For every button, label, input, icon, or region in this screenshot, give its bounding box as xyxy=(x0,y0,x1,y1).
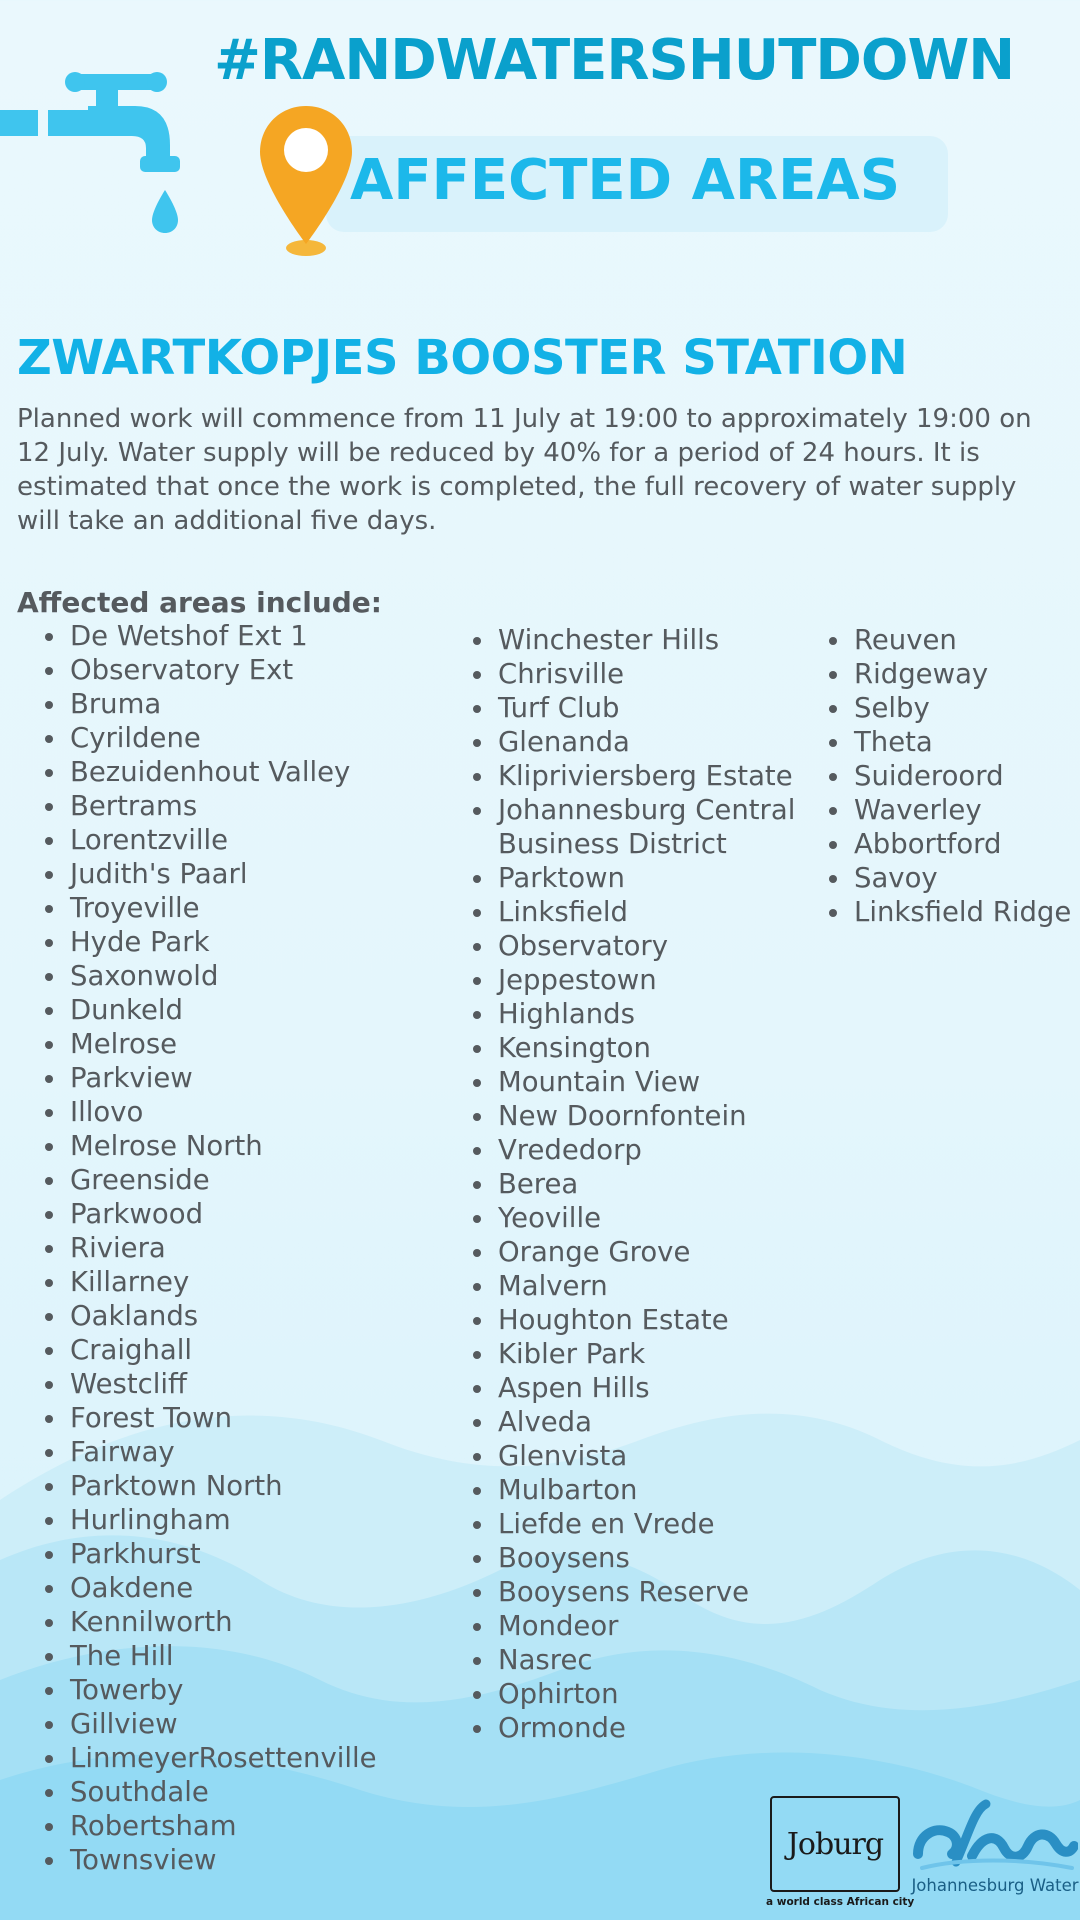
area-item: • Reuven xyxy=(852,623,1080,657)
area-item: • Forest Town xyxy=(68,1401,488,1435)
area-item: • Berea xyxy=(496,1167,826,1201)
area-item: • Robertsham xyxy=(68,1809,488,1843)
area-item: • Melrose xyxy=(68,1027,488,1061)
location-pin-icon xyxy=(258,104,354,260)
area-item: • Linksfield Ridge xyxy=(852,895,1080,929)
area-item: • Kibler Park xyxy=(496,1337,826,1371)
area-item: • Fairway xyxy=(68,1435,488,1469)
area-item: • The Hill xyxy=(68,1639,488,1673)
area-item: • Kennilworth xyxy=(68,1605,488,1639)
area-item: • Gillview xyxy=(68,1707,488,1741)
area-list-column-1 xyxy=(18,619,488,1877)
area-item: • Chrisville xyxy=(496,657,826,691)
area-item: • Alveda xyxy=(496,1405,826,1439)
area-item: • Oaklands xyxy=(68,1299,488,1333)
station-title: ZWARTKOPJES BOOSTER STATION xyxy=(17,330,908,386)
area-item: • Theta xyxy=(852,725,1080,759)
area-item: • Craighall xyxy=(68,1333,488,1367)
area-item: • Dunkeld xyxy=(68,993,488,1027)
area-item: • Parktown North xyxy=(68,1469,488,1503)
area-item: • Melrose North xyxy=(68,1129,488,1163)
area-item: • Saxonwold xyxy=(68,959,488,993)
area-item: • Linksfield xyxy=(496,895,826,929)
area-item: • Winchester Hills xyxy=(496,623,826,657)
area-item: • Oakdene xyxy=(68,1571,488,1605)
joburg-tagline: a world class African city xyxy=(766,1896,915,1908)
area-item: • Suideroord xyxy=(852,759,1080,793)
area-item: • Greenside xyxy=(68,1163,488,1197)
johannesburg-water-logo-icon xyxy=(912,1796,1078,1876)
area-item: • Hyde Park xyxy=(68,925,488,959)
area-item: • Observatory xyxy=(496,929,826,963)
area-item: • LinmeyerRosettenville xyxy=(68,1741,488,1775)
area-item: • Waverley xyxy=(852,793,1080,827)
area-item: • Parktown xyxy=(496,861,826,895)
area-item: • Liefde en Vrede xyxy=(496,1507,826,1541)
area-item: • Ophirton xyxy=(496,1677,826,1711)
affected-areas-heading: Affected areas include: xyxy=(17,586,382,619)
area-item: • Townsview xyxy=(68,1843,488,1877)
area-item: • Lorentzville xyxy=(68,823,488,857)
area-item: • Nasrec xyxy=(496,1643,826,1677)
joburg-logo xyxy=(770,1796,900,1892)
area-item: • Johannesburg Central Business District xyxy=(496,793,826,861)
area-item: • Glenanda xyxy=(496,725,826,759)
area-item: • Parkview xyxy=(68,1061,488,1095)
area-item: • Mountain View xyxy=(496,1065,826,1099)
water-tap-icon xyxy=(0,50,200,240)
area-item: • Turf Club xyxy=(496,691,826,725)
area-item: • Bruma xyxy=(68,687,488,721)
area-item: • Illovo xyxy=(68,1095,488,1129)
area-item: • Savoy xyxy=(852,861,1080,895)
area-item: • Selby xyxy=(852,691,1080,725)
area-item: • Vrededorp xyxy=(496,1133,826,1167)
area-item: • Mulbarton xyxy=(496,1473,826,1507)
area-item: • Parkwood xyxy=(68,1197,488,1231)
notice-description: Planned work will commence from 11 July at 19:00 to approximately 19:00 on 12 July. Water supply will be reduced by 40% for a period of 24 hours. It is estimated that once the work is completed, the full recovery of water supply will take an additional five days. xyxy=(17,404,1032,536)
area-item: • Glenvista xyxy=(496,1439,826,1473)
area-list-column-2 xyxy=(446,623,826,1745)
area-item: • Malvern xyxy=(496,1269,826,1303)
area-item: • Killarney xyxy=(68,1265,488,1299)
area-item: • Houghton Estate xyxy=(496,1303,826,1337)
area-list-column-3 xyxy=(802,623,1080,929)
area-item: • New Doornfontein xyxy=(496,1099,826,1133)
area-item: • Jeppestown xyxy=(496,963,826,997)
area-item: • Bertrams xyxy=(68,789,488,823)
area-item: • Parkhurst xyxy=(68,1537,488,1571)
area-item: • Bezuidenhout Valley xyxy=(68,755,488,789)
area-item: • Observatory Ext xyxy=(68,653,488,687)
area-item: • De Wetshof Ext 1 xyxy=(68,619,488,653)
area-item: • Aspen Hills xyxy=(496,1371,826,1405)
affected-areas-title: AFFECTED AREAS xyxy=(350,148,901,213)
area-item: • Highlands xyxy=(496,997,826,1031)
johannesburg-water-name: Johannesburg Water xyxy=(911,1876,1079,1895)
area-item: • Judith's Paarl xyxy=(68,857,488,891)
area-item: • Riviera xyxy=(68,1231,488,1265)
area-item: • Klipriviersberg Estate xyxy=(496,759,826,793)
area-item: • Booysens Reserve xyxy=(496,1575,826,1609)
joburg-wordmark: Joburg xyxy=(786,1826,884,1862)
area-item: • Hurlingham xyxy=(68,1503,488,1537)
area-item: • Ormonde xyxy=(496,1711,826,1745)
area-item: • Westcliff xyxy=(68,1367,488,1401)
hashtag-title: #RANDWATERSHUTDOWN xyxy=(214,28,1015,93)
area-item: • Troyeville xyxy=(68,891,488,925)
area-item: • Orange Grove xyxy=(496,1235,826,1269)
area-item: • Ridgeway xyxy=(852,657,1080,691)
area-item: • Cyrildene xyxy=(68,721,488,755)
area-item: • Abbortford xyxy=(852,827,1080,861)
area-item: • Towerby xyxy=(68,1673,488,1707)
area-item: • Kensington xyxy=(496,1031,826,1065)
area-item: • Yeoville xyxy=(496,1201,826,1235)
area-item: • Mondeor xyxy=(496,1609,826,1643)
area-item: • Southdale xyxy=(68,1775,488,1809)
area-item: • Booysens xyxy=(496,1541,826,1575)
